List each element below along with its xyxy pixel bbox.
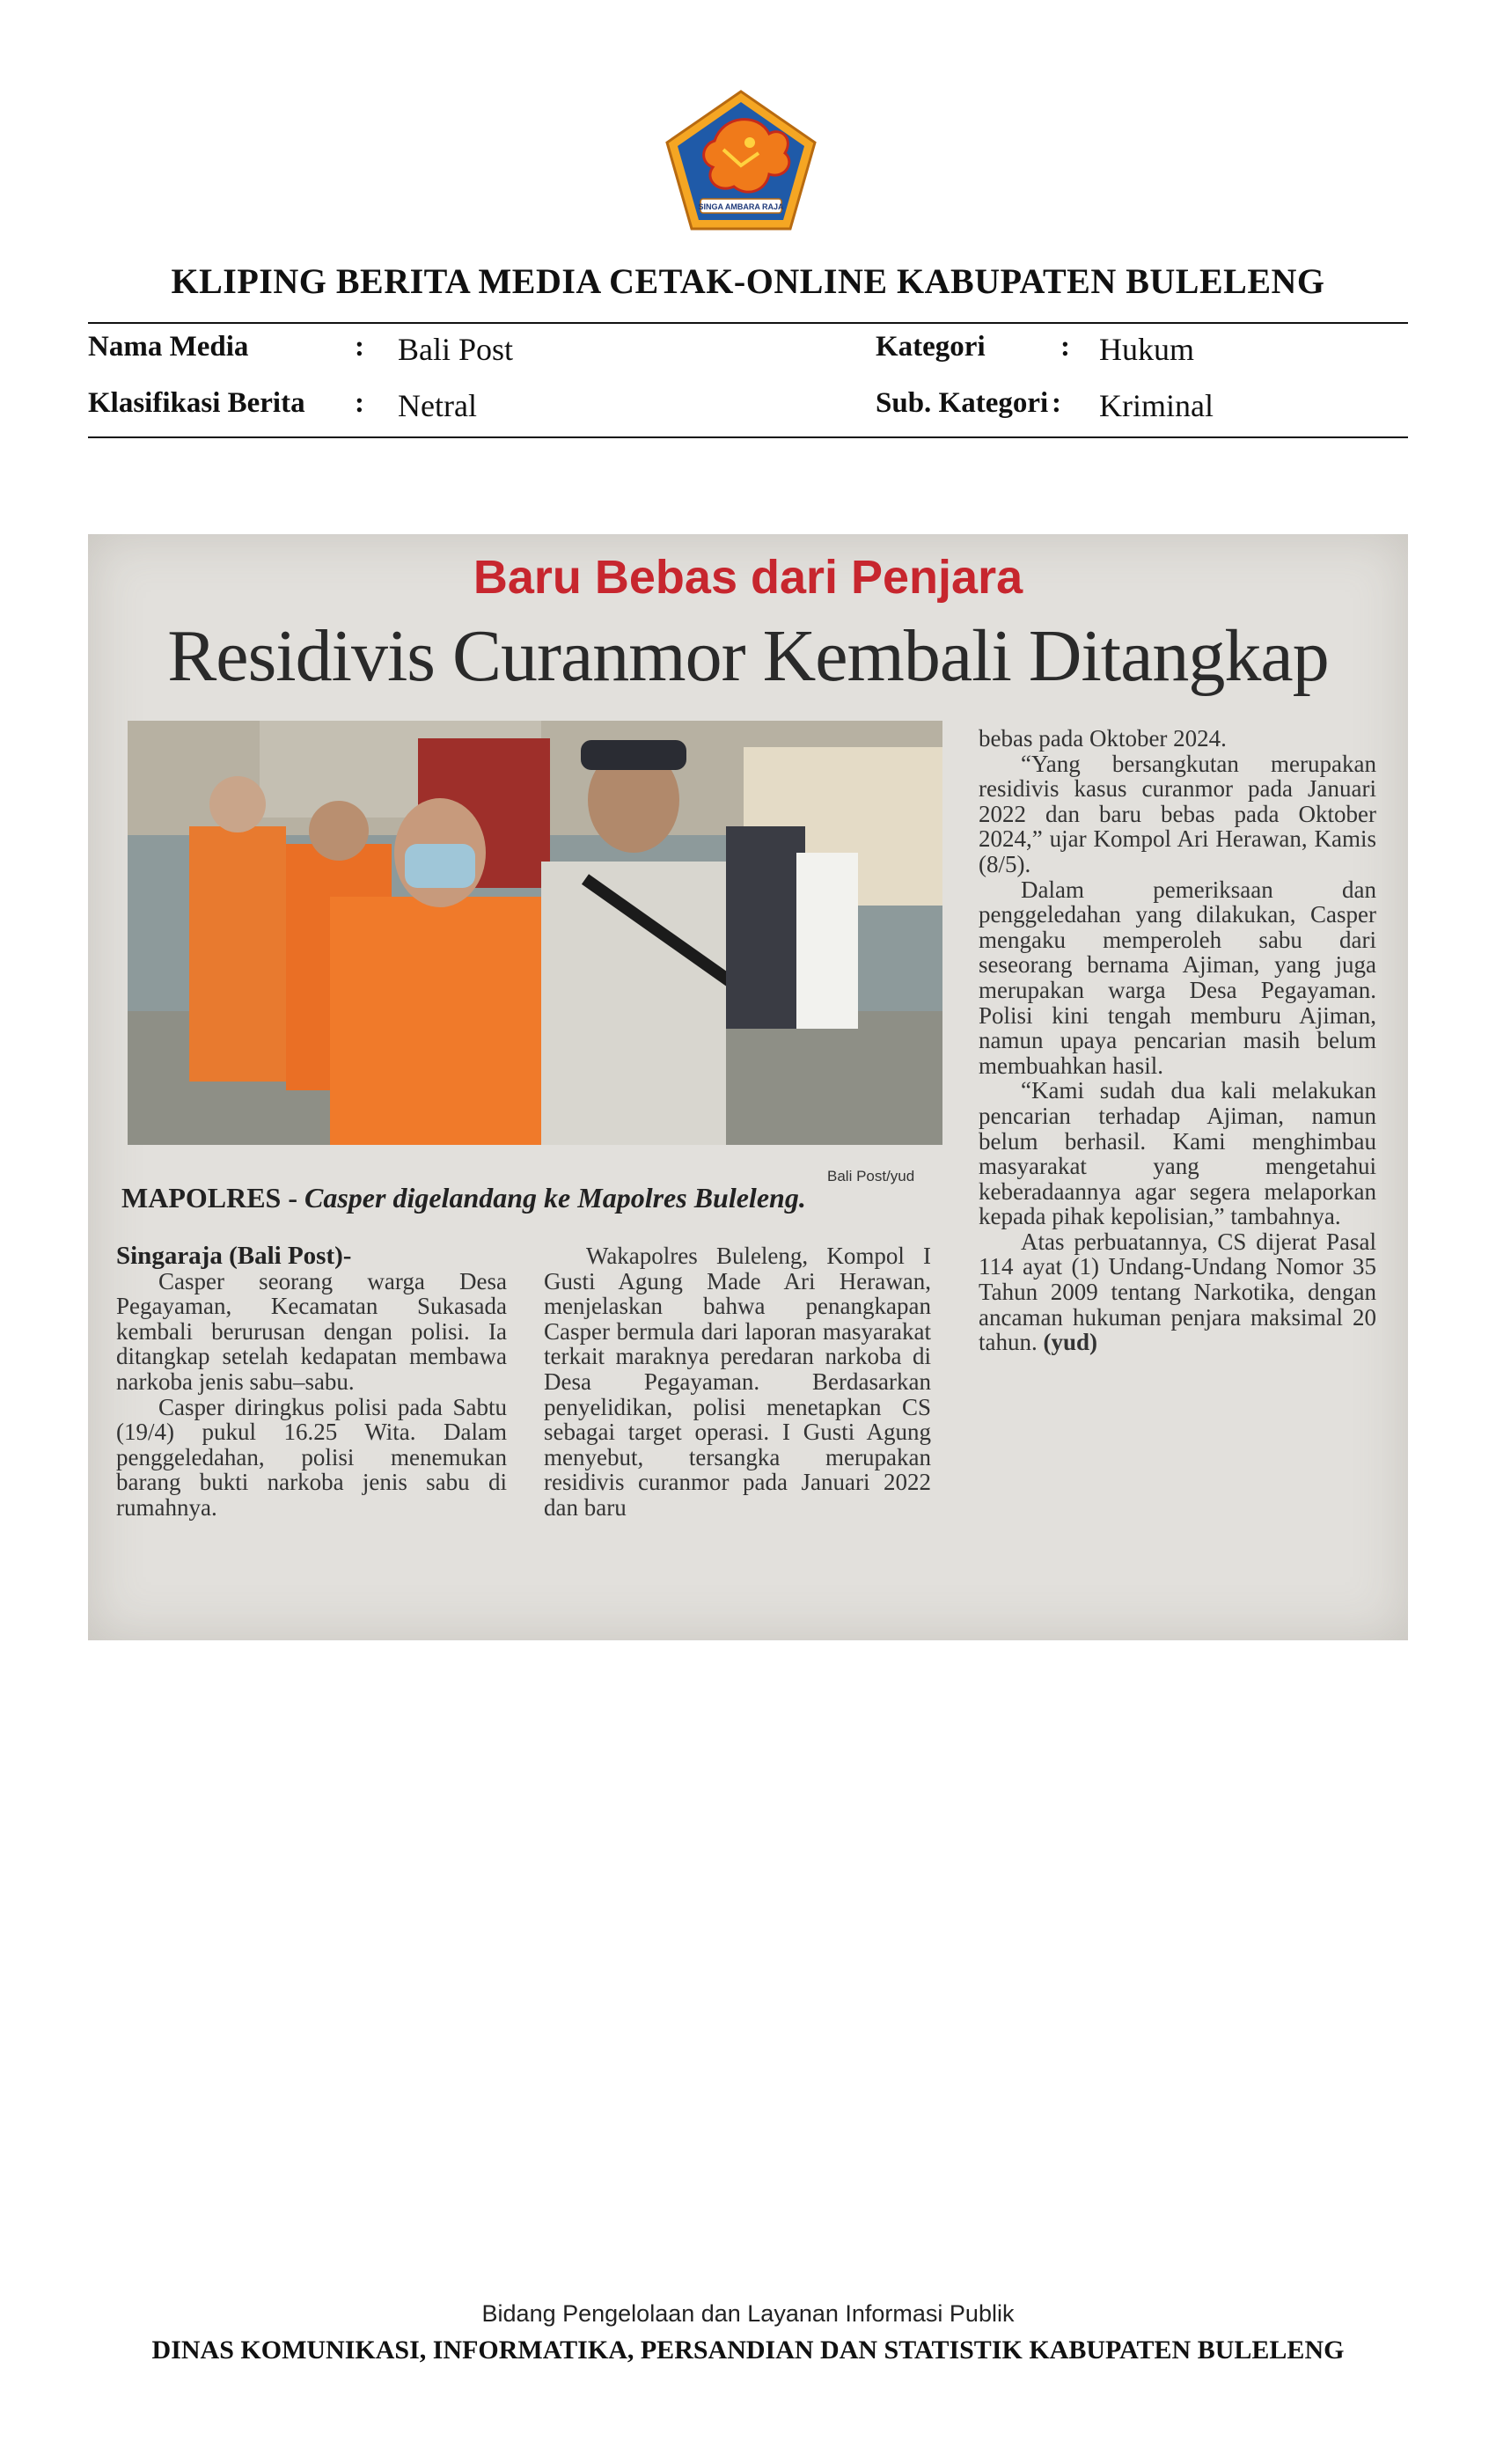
article-column-3	[979, 726, 1376, 1355]
nama-media-value: Bali Post	[398, 332, 514, 367]
col3-paragraph: “Yang bersangkutan merupakan residivis kasus curanmor pada Januari 2022 dan baru bebas pada Oktober 2024,” ujar Kompol Ari Herawan, Kamis (8/5).	[979, 750, 1376, 877]
col3-final-paragraph	[979, 1229, 1376, 1355]
article-dateline: Singaraja (Bali Post)-	[116, 1242, 352, 1270]
svg-text:SINGA AMBARA RAJA: SINGA AMBARA RAJA	[698, 202, 784, 211]
kategori-value: Hukum	[1099, 332, 1194, 367]
caption-body: Casper digelandang ke Mapolres Buleleng.	[304, 1182, 806, 1214]
sub-kategori-label: Sub. Kategori	[876, 387, 1049, 419]
nama-media-label: Nama Media	[88, 331, 249, 363]
col2-paragraph: Wakapolres Buleleng, Kompol I Gusti Agung Made Ari Herawan, menjelaskan bahwa penangkapan Casper bermula dari laporan masyarakat terkait maraknya peredaran narkoba di Desa Pegayaman. Berdasarkan penyelidikan, polisi menetapkan CS sebagai target operasi. I Gusti Agung menyebut, tersangka merupakan residivis curanmor pada Januari 2022 dan baru	[544, 1243, 931, 1521]
photo-caption	[121, 1182, 993, 1214]
header-rule-bottom	[88, 436, 1408, 438]
newspaper-clipping	[88, 534, 1408, 1640]
kategori-colon: :	[1060, 331, 1070, 363]
col1-paragraph: Casper seorang warga Desa Pegayaman, Kecamatan Sukasada kembali berurusan dengan polisi. Ia ditangkap setelah kedapatan membawa narkoba jenis sabu–sabu.	[116, 1267, 507, 1395]
nama-media-colon: :	[355, 331, 364, 363]
sub-kategori-colon: :	[1052, 387, 1061, 419]
col3-continuation: bebas pada Oktober 2024.	[979, 725, 1227, 752]
document-title: KLIPING BERITA MEDIA CETAK-ONLINE KABUPATEN BULELENG	[171, 261, 1325, 301]
kategori-label: Kategori	[876, 331, 986, 363]
sub-kategori-value: Kriminal	[1099, 388, 1214, 423]
klasifikasi-value: Netral	[398, 388, 477, 423]
buleleng-regency-logo	[662, 88, 820, 234]
article-column-2	[544, 1243, 931, 1521]
article-photo	[128, 721, 942, 1145]
footer-agency: DINAS KOMUNIKASI, INFORMATIKA, PERSANDIAN DAN STATISTIK KABUPATEN BULELENG	[151, 2336, 1345, 2365]
header-rule-top	[88, 322, 1408, 324]
footer-unit: Bidang Pengelolaan dan Layanan Informasi Publik	[481, 2300, 1015, 2327]
article-column-1	[116, 1243, 507, 1521]
author-signoff: (yud)	[1043, 1329, 1098, 1356]
article-kicker: Baru Bebas dari Penjara	[473, 551, 1023, 604]
col3-paragraph: Dalam pemeriksaan dan penggeledahan yang dilakukan, Casper mengaku memperoleh sabu dari seseorang bernama Ajiman, yang juga merupakan warga Desa Pegayaman. Polisi kini tengah memburu Ajiman, namun upaya pencarian masih belum membuahkan hasil.	[979, 876, 1376, 1079]
col3-paragraph: “Kami sudah dua kali melakukan pencarian terhadap Ajiman, namun belum berhasil. Kami menghimbau masyarakat yang mengetahui keberadaannya agar segera melaporkan kepada pihak kepolisian,” tambahnya.	[979, 1077, 1376, 1230]
klasifikasi-colon: :	[355, 387, 364, 419]
photo-credit: Bali Post/yud	[827, 1168, 915, 1184]
klasifikasi-label: Klasifikasi Berita	[88, 387, 305, 419]
col1-paragraph: Casper diringkus polisi pada Sabtu (19/4) pukul 16.25 Wita. Dalam penggeledahan, polisi menemukan barang bukti narkoba jenis sabu di rumahnya.	[116, 1393, 507, 1521]
caption-lead: MAPOLRES -	[121, 1182, 304, 1214]
col3-final-text: Atas perbuatannya, CS dijerat Pasal 114 ayat (1) Undang-Undang Nomor 35 Tahun 2009 tentang Narkotika, dengan ancaman hukuman penjara maksimal 20 tahun.	[979, 1228, 1376, 1356]
article-headline: Residivis Curanmor Kembali Ditangkap	[167, 615, 1329, 697]
